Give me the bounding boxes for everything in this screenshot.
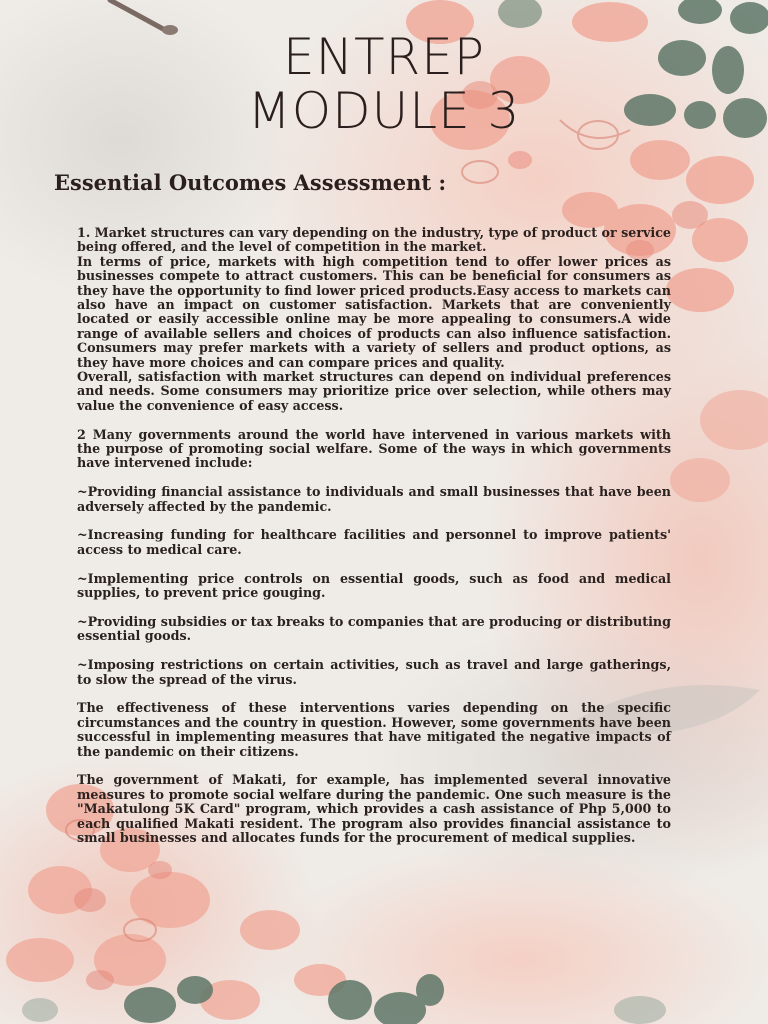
paragraph-market-structures: 1. Market structures can vary depending on the industry, type of product or service being offered, and the level of competition in the market.: [77, 225, 671, 255]
list-item-financial-assistance: ~Providing financial assistance to individuals and small businesses that have been adversely affected by the pandemic.: [77, 484, 671, 514]
list-item-healthcare-funding: ~Increasing funding for healthcare facilities and personnel to improve patients' access to medical care.: [77, 527, 671, 557]
page-title-line-2: MODULE 3: [247, 82, 521, 140]
paragraph-price-competition: In terms of price, markets with high competition tend to offer lower prices as businesses compete to attract customers. This can be beneficial for consumers as they have the opportunity to find lower priced products.Easy access to markets can also have an impact on customer satisfaction. Markets that are conveniently located or easily accessible online may be more appealing to consumers.A wide range of available sellers and choices of products can also influence satisfaction. Consumers may prefer markets with a variety of sellers and product options, as they have more choices and can compare prices and quality.: [77, 253, 671, 370]
section-heading: Essential Outcomes Assessment :: [54, 170, 447, 195]
list-item-subsidies: ~Providing subsidies or tax breaks to companies that are producing or distributing essential goods.: [77, 613, 671, 644]
paragraph-overall-satisfaction: Overall, satisfaction with market structures can depend on individual preferences and needs. Some consumers may prioritize price over selection, while others may value the convenience of easy access.: [77, 369, 671, 413]
list-item-restrictions: ~Imposing restrictions on certain activities, such as travel and large gatherings, to slow the spread of the virus.: [77, 657, 671, 687]
paragraph-makati-example: The government of Makati, for example, has implemented several innovative measures to promote social welfare during the pandemic. One such measure is the "Makatulong 5K Card" program, which provides a cash assistance of Php 5,000 to each qualified Makati resident. The program also provides financial assistance to small businesses and allocates funds for the procurement of medical supplies.: [77, 772, 671, 845]
assessment-body: [77, 226, 671, 845]
list-item-price-controls: ~Implementing price controls on essential goods, such as food and medical supplies, to prevent price gouging.: [77, 570, 671, 601]
paragraph-effectiveness: The effectiveness of these interventions varies depending on the specific circumstances and the country in question. However, some governments have been successful in implementing measures that have mitigated the negative impacts of the pandemic on their citizens.: [77, 700, 671, 759]
paragraph-government-intervention: 2 Many governments around the world have intervened in various markets with the purpose of promoting social welfare. Some of the ways in which governments have intervened include:: [77, 426, 671, 471]
page-title-line-1: ENTREP: [282, 28, 486, 86]
